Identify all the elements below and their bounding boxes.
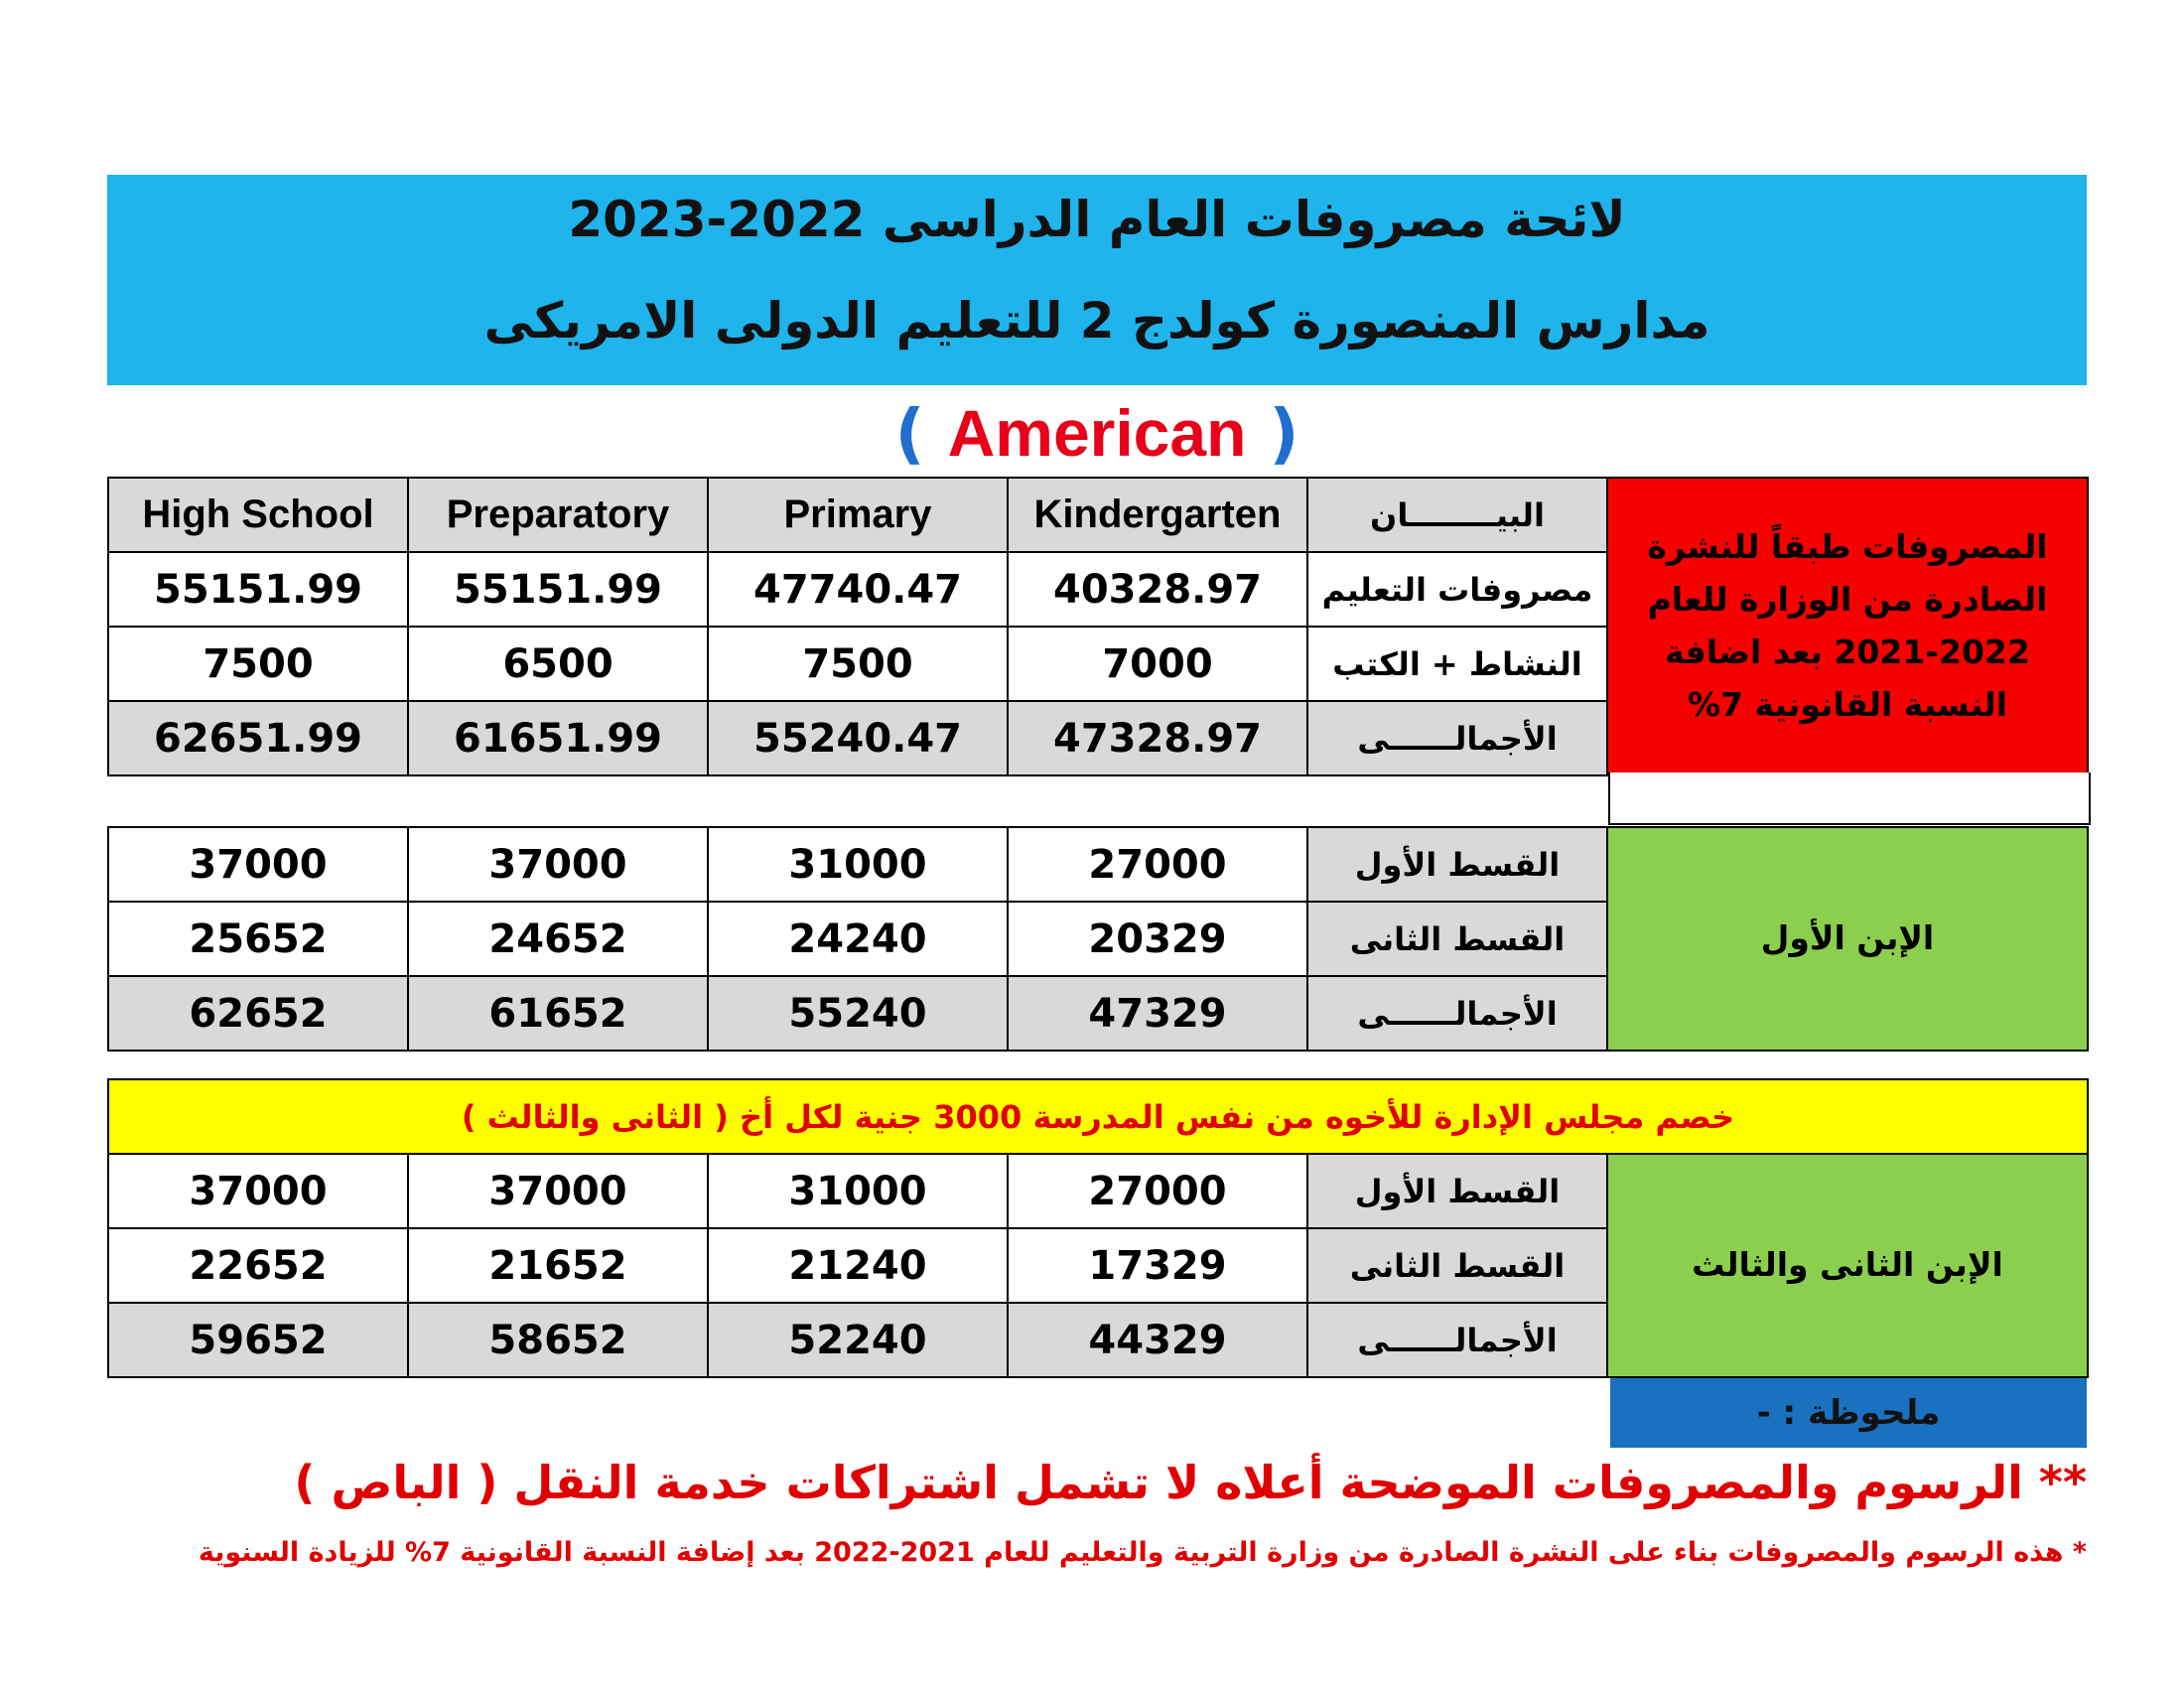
- cell-value: 20329: [1008, 902, 1307, 976]
- table-row: [108, 827, 2088, 902]
- cell-value: 52240: [708, 1303, 1008, 1377]
- cell-value: 47329: [1008, 976, 1307, 1051]
- cell-value: 59652: [108, 1303, 408, 1377]
- row-label: مصروفات التعليم: [1307, 552, 1607, 627]
- section2-side-label: الإبن الأول: [1607, 827, 2088, 1051]
- subtitle-program-name: American: [947, 396, 1247, 470]
- cell-value: 55151.99: [108, 552, 408, 627]
- cell-value: 55240: [708, 976, 1008, 1051]
- title-banner: [107, 175, 2087, 385]
- cell-value: 31000: [708, 827, 1008, 902]
- siblings-table: [107, 1078, 2089, 1378]
- cell-value: 7500: [708, 627, 1008, 701]
- table-header-row: [108, 478, 2088, 552]
- cell-value: 17329: [1008, 1228, 1307, 1303]
- row-label: القسط الأول: [1307, 827, 1607, 902]
- cell-value: 25652: [108, 902, 408, 976]
- cell-value: 62651.99: [108, 701, 408, 775]
- cell-value: 37000: [408, 827, 708, 902]
- cell-value: 21652: [408, 1228, 708, 1303]
- row-label: القسط الأول: [1307, 1154, 1607, 1228]
- cell-value: 7500: [108, 627, 408, 701]
- footnote-ministry: * هذه الرسوم والمصروفات بناء على النشرة الصادرة من وزارة التربية والتعليم للعام 2021-2022 بعد إضافة النسبة القانونية 7% للزيادة السنوية: [198, 1537, 2087, 1568]
- fees-table: [107, 477, 2089, 776]
- discount-note-row: [108, 1079, 2088, 1154]
- cell-value: 55240.47: [708, 701, 1008, 775]
- header-high-school: High School: [108, 478, 408, 552]
- row-label: القسط الثانى: [1307, 1228, 1607, 1303]
- header-description: البيــــــــان: [1307, 478, 1607, 552]
- section1-side-label: المصروفات طبقاً للنشرة الصادرة من الوزارة للعام 2022-2021 بعد اضافة النسبة القانونية 7%: [1607, 478, 2088, 775]
- discount-note: خصم مجلس الإدارة للأخوه من نفس المدرسة 3000 جنية لكل أخ ( الثانى والثالث ): [108, 1079, 2088, 1154]
- cell-value: 37000: [108, 1154, 408, 1228]
- title-line-2: مدارس المنصورة كولدج 2 للتعليم الدولى الامريكى: [483, 292, 1710, 350]
- row-label: القسط الثانى: [1307, 902, 1607, 976]
- row-label: الأجمالــــــى: [1307, 701, 1607, 775]
- cell-value: 62652: [108, 976, 408, 1051]
- first-child-table: [107, 826, 2089, 1052]
- cell-value: 27000: [1008, 827, 1307, 902]
- cell-value: 22652: [108, 1228, 408, 1303]
- spacer-box: [1608, 773, 2091, 825]
- cell-value: 55151.99: [408, 552, 708, 627]
- cell-value: 27000: [1008, 1154, 1307, 1228]
- cell-value: 24240: [708, 902, 1008, 976]
- cell-value: 37000: [108, 827, 408, 902]
- row-label: النشاط + الكتب: [1307, 627, 1607, 701]
- row-label: الأجمالــــــى: [1307, 1303, 1607, 1377]
- footnote-transport: ** الرسوم والمصروفات الموضحة أعلاه لا تشمل اشتراكات خدمة النقل ( الباص ): [294, 1456, 2087, 1509]
- cell-value: 44329: [1008, 1303, 1307, 1377]
- table-row: [108, 1154, 2088, 1228]
- cell-value: 6500: [408, 627, 708, 701]
- cell-value: 40328.97: [1008, 552, 1307, 627]
- cell-value: 31000: [708, 1154, 1008, 1228]
- spacer-cell: [1609, 773, 2090, 824]
- cell-value: 61651.99: [408, 701, 708, 775]
- cell-value: 37000: [408, 1154, 708, 1228]
- cell-value: 47740.47: [708, 552, 1008, 627]
- row-label: الأجمالــــــى: [1307, 976, 1607, 1051]
- cell-value: 47328.97: [1008, 701, 1307, 775]
- cell-value: 61652: [408, 976, 708, 1051]
- header-kindergarten: Kindergarten: [1008, 478, 1307, 552]
- subtitle-close-paren: ): [1246, 395, 1299, 472]
- section3-side-label: الإبن الثانى والثالث: [1607, 1154, 2088, 1377]
- cell-value: 7000: [1008, 627, 1307, 701]
- cell-value: 24652: [408, 902, 708, 976]
- header-preparatory: Preparatory: [408, 478, 708, 552]
- note-label-box: ملحوظة : -: [1610, 1378, 2087, 1448]
- title-line-1: لائحة مصروفات العام الدراسى 2022-2023: [568, 191, 1626, 248]
- cell-value: 58652: [408, 1303, 708, 1377]
- header-primary: Primary: [708, 478, 1008, 552]
- program-subtitle: [107, 395, 2087, 472]
- cell-value: 21240: [708, 1228, 1008, 1303]
- subtitle-open-paren: (: [894, 395, 948, 472]
